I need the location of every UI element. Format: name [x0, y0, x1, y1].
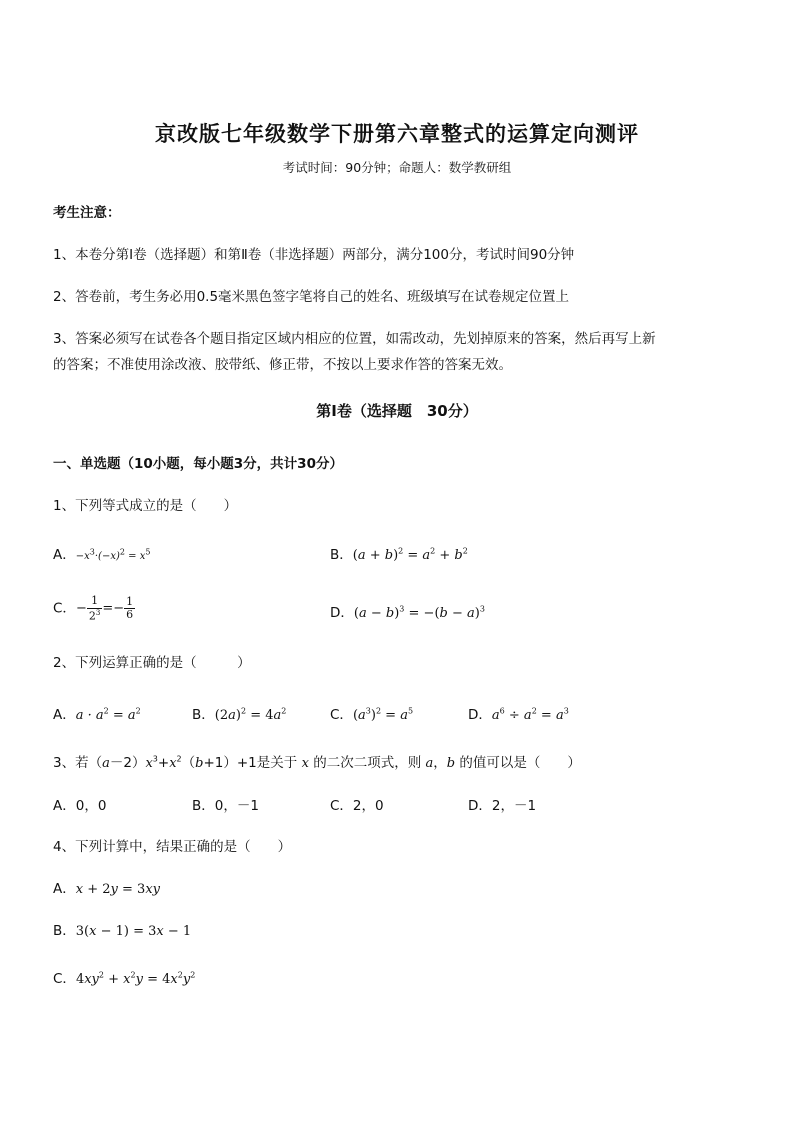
question-1-option-c: C．− $\frac{1}{2^3}$ =− $\frac{1}{6}$: [53, 594, 134, 623]
notice-heading: 考生注意：: [53, 205, 121, 221]
question-2-option-d: D．$a^6 \div a^2 = a^3$: [468, 706, 569, 723]
question-4-option-b: B．3(x − 1) = 3x − 1: [53, 923, 192, 939]
question-3-option-b: B．0，－1: [192, 798, 259, 814]
notice-item-3: 3、答案必须写在试卷各个题目指定区域内相应的位置，如需改动，先划掉原来的答案，然后再写上新: [53, 331, 656, 347]
question-4-option-a: A．x + 2y = 3xy: [53, 881, 161, 897]
question-2-option-b: B．$(2a)^2 = 4a^2$: [192, 706, 287, 723]
page-title: 京改版七年级数学下册第六章整式的运算定向测评: [155, 121, 639, 146]
notice-item-1: 1、本卷分第Ⅰ卷（选择题）和第Ⅱ卷（非选择题）两部分，满分100分，考试时间90分钟: [53, 247, 575, 263]
question-1-stem: 1、下列等式成立的是（ ）: [53, 498, 238, 514]
notice-item-2: 2、答卷前，考生务必用0.5毫米黑色签字笔将自己的姓名、班级填写在试卷规定位置上: [53, 289, 570, 305]
question-1-option-b: B．$(a + b)^2 = a^2 + b^2$: [330, 546, 468, 563]
notice-item-3-cont: 的答案；不准使用涂改液、胶带纸、修正带，不按以上要求作答的答案无效。: [53, 357, 512, 373]
exam-info: 考试时间：90分钟；命题人：数学教研组: [282, 160, 512, 175]
question-4-stem: 4、下列计算中，结果正确的是（ ）: [53, 839, 292, 855]
question-2-stem: 2、下列运算正确的是（ ）: [53, 655, 251, 671]
question-3-stem: 3、若$(a-2)x^3+x^2(b+1)+1$是关于 x 的二次二项式，则 a，b 的值可以是（ ）: [53, 754, 581, 771]
question-4-option-c: C．$4xy^2 + x^2y = 4x^2y^2$: [53, 970, 196, 987]
question-3-option-d: D．2，－1: [468, 798, 537, 814]
section-heading: 第Ⅰ卷（选择题 30分）: [316, 402, 478, 420]
question-2-option-a: A．$a \cdot a^2 = a^2$: [53, 706, 141, 723]
question-3-option-a: A．0，0: [53, 798, 107, 814]
question-1-option-a: A．$-x^3\cdot(-x)^2 = x^5$: [53, 547, 151, 563]
question-1-option-d: D．$(a - b)^3 = -(b - a)^3$: [330, 604, 485, 621]
question-3-option-c: C．2，0: [330, 798, 384, 814]
part-heading: 一、单选题（10小题，每小题3分，共计30分）: [53, 456, 343, 472]
question-2-option-c: C．$(a^3)^2 = a^5$: [330, 706, 414, 723]
